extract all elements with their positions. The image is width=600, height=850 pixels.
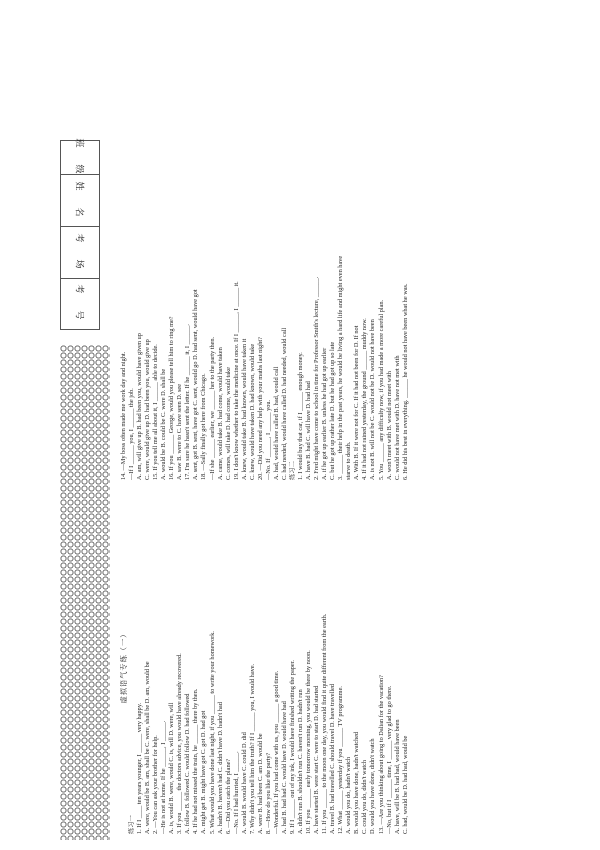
text-line: A. came, would take B. had come, would have taken bbox=[216, 347, 224, 480]
name-label: 姓 名 bbox=[74, 180, 85, 221]
text-line: C. had, would be D. had had, would be bbox=[401, 735, 409, 834]
class-field bbox=[61, 137, 99, 178]
text-line: A. might get B. might have got C. got D. had got bbox=[200, 710, 208, 834]
text-line: —No, but if I ______ time, I ______ very glad to go there. bbox=[385, 685, 393, 834]
right-column bbox=[120, 145, 590, 480]
text-line: 5. You ______ any difficulty now, if you had made a more careful plan. bbox=[377, 299, 385, 480]
text-line: 9. If I ______ out of my ink, I would have finished writing the paper. bbox=[288, 659, 296, 834]
name-field bbox=[61, 174, 99, 226]
text-line: 16. If you ______ George, would you please tell him to ring me? bbox=[168, 316, 176, 480]
text-line: 练习一 bbox=[128, 815, 136, 834]
text-line: A. saw B. were to C. have seen D. see bbox=[176, 384, 184, 480]
text-line: starve to death. bbox=[345, 441, 353, 480]
text-line: 5. What would you have done last night, if you ______ to write your homework. bbox=[208, 631, 216, 834]
text-line: A. have, will be B. had had, would have been bbox=[393, 719, 401, 834]
text-line: —Wonderful. If you had come with us, you ______ a good time. bbox=[272, 670, 280, 834]
text-line: 6. —Did you catch the plane? bbox=[224, 758, 232, 834]
text-line: A. is not B. will not be C. would not be D. would not have been bbox=[369, 319, 377, 480]
text-line: A. am, will give up B. had been you, would have given up bbox=[136, 333, 144, 480]
text-line: C. comes, will take D. had come, would take bbox=[224, 367, 232, 480]
text-line: 15. If you tell me all about it, I ______ able to decide. bbox=[152, 344, 160, 480]
text-line: C. but he got up rather late D. but he had got up so late bbox=[329, 341, 337, 480]
text-line: C. were, would give up D. had been you, would give up bbox=[144, 339, 152, 480]
text-line: A. would be B. could be C. were D. shall be bbox=[160, 368, 168, 480]
text-line: C. would not have met with D. have not met with bbox=[393, 355, 401, 480]
text-line: 2. Fred might have come to school in time for Professor Smith's lecture, ______. bbox=[313, 276, 321, 480]
text-line: A. if he got up earlier B. unless he had got up earlier bbox=[321, 347, 329, 480]
text-line: —No. If ______, I ______ you. bbox=[264, 399, 272, 480]
text-line: 11. If you ______ to the moon one day, you would find it quite different from the earth. bbox=[321, 613, 329, 834]
text-line: B. would you have done, hadn't watched bbox=[353, 731, 361, 834]
text-line: A. have started B. were start C. were to start D. had started bbox=[313, 685, 321, 834]
class-label: 班 级 bbox=[74, 137, 85, 178]
text-line: C. could you do, didn't watch bbox=[361, 759, 369, 834]
exam-room-field bbox=[61, 226, 99, 278]
text-line: 10. If you ______ early tomorrow morning, you would be there by noon. bbox=[305, 650, 313, 834]
text-line: 1. I would buy that car, if I ______ enough money. bbox=[297, 352, 305, 480]
exam-room-label: 考 场 bbox=[74, 232, 85, 273]
text-line: A. would you do, hadn't watch bbox=[345, 756, 353, 834]
text-line: 12. What ______ yesterday if you ______ TV programme. bbox=[337, 686, 345, 834]
text-line: A. didn't run B. shouldn't run C. haven't run D. hadn't run bbox=[297, 689, 305, 834]
text-line: A. follow B. followed C. would follow D. had followed bbox=[184, 693, 192, 834]
text-line: D. would you have done, didn't watch bbox=[369, 738, 377, 834]
text-line: 3. If you ______ the doctors advice, you would have already recovered. bbox=[176, 653, 184, 834]
text-line: 8. —How do you like the party? bbox=[264, 752, 272, 834]
text-line: 19. I don't know whether to take the medicine at once. If I ______, I ______ it. bbox=[232, 281, 240, 480]
text-line: A. won't meet with B. would not meet with bbox=[385, 371, 393, 480]
text-line: 13. —Are you thinking about going to Dalian for the vacation? bbox=[377, 675, 385, 834]
student-info-box bbox=[60, 137, 100, 330]
text-line: —He is not at home. If he ______, I ______. bbox=[160, 720, 168, 834]
text-line: 2. —You can ask your brother for help. bbox=[152, 735, 160, 834]
text-line: 3. ______ their help in the past years, he would be living a hard life and might even have bbox=[337, 255, 345, 480]
text-line: 练习二 bbox=[288, 461, 296, 480]
text-line: A. would B. would have C. could D. did bbox=[240, 732, 248, 834]
text-line: 20. —Did you need any help with your maths last night? bbox=[256, 337, 264, 480]
text-line: A. With B. If it were not for C. If it had not been for D. If not bbox=[353, 325, 361, 480]
text-line: 4. If it had not rained yesterday, the ground ______ muddy now. bbox=[361, 318, 369, 480]
text-line: —If I ______ you, I ______ the job. bbox=[128, 388, 136, 480]
exam-number-field bbox=[61, 278, 99, 329]
text-line: A. had, would have called B. had, would call bbox=[272, 366, 280, 480]
worksheet-title: 虚拟语气专练（一） bbox=[120, 629, 128, 704]
text-line: A. sent, got B. sent, have got C. sent, would go D. had sent, would have got bbox=[192, 289, 200, 480]
text-line: A. were B. had been C. am D. would be bbox=[256, 733, 264, 834]
left-column bbox=[120, 499, 590, 834]
seal-line-dots bbox=[60, 345, 110, 840]
text-line: —If she ______ earlier, we ______ her to the party then. bbox=[208, 336, 216, 480]
text-line: C. knew, would have taken D. had known, would take bbox=[248, 343, 256, 480]
text-line: 6. He did his best in everything. ______ he would not have been what he was. bbox=[401, 283, 409, 480]
text-line: 14. —My boss often made me work day and night. bbox=[120, 351, 127, 480]
text-line: A. were, would be B. am, shall be C. were, shall be D. am, would be bbox=[144, 661, 152, 834]
text-line: A. knew, would take B. had known, would have taken it bbox=[240, 338, 248, 480]
text-line: 18. —Sally finally got here from Chicago. bbox=[200, 373, 208, 480]
text-line: C. had needed, would have called D. had needed, would call bbox=[280, 327, 288, 480]
text-line: A. hadn't B. haven't had C. didn't have D. hadn't had bbox=[216, 702, 224, 834]
text-line: A. had B. had had C. would have D. would have had bbox=[280, 701, 288, 834]
text-line: 4. If he had not missed the train, he ______ there by then. bbox=[192, 688, 200, 834]
text-line: 7. Why didn't you tell him the truth? If I ______ you, I would have. bbox=[248, 663, 256, 834]
text-line: A. is, would B. were, would C. is, will D. were, will bbox=[168, 702, 176, 834]
text-line: A. have B. had C. will have D. had had bbox=[305, 381, 313, 480]
worksheet-page bbox=[120, 140, 590, 840]
exam-number-label: 考 号 bbox=[74, 284, 85, 324]
text-line: A. travel B. had travelled C. should travel D. have travelled bbox=[329, 683, 337, 834]
text-line: 1. If I ____ ten years younger, I ______ very happy. bbox=[136, 702, 144, 834]
text-line: 17. I'm sure he hasn't sent the letter. If he ______ it, I ______. bbox=[184, 324, 192, 480]
text-line: —No. If I had hurried, I ______. bbox=[232, 751, 240, 834]
